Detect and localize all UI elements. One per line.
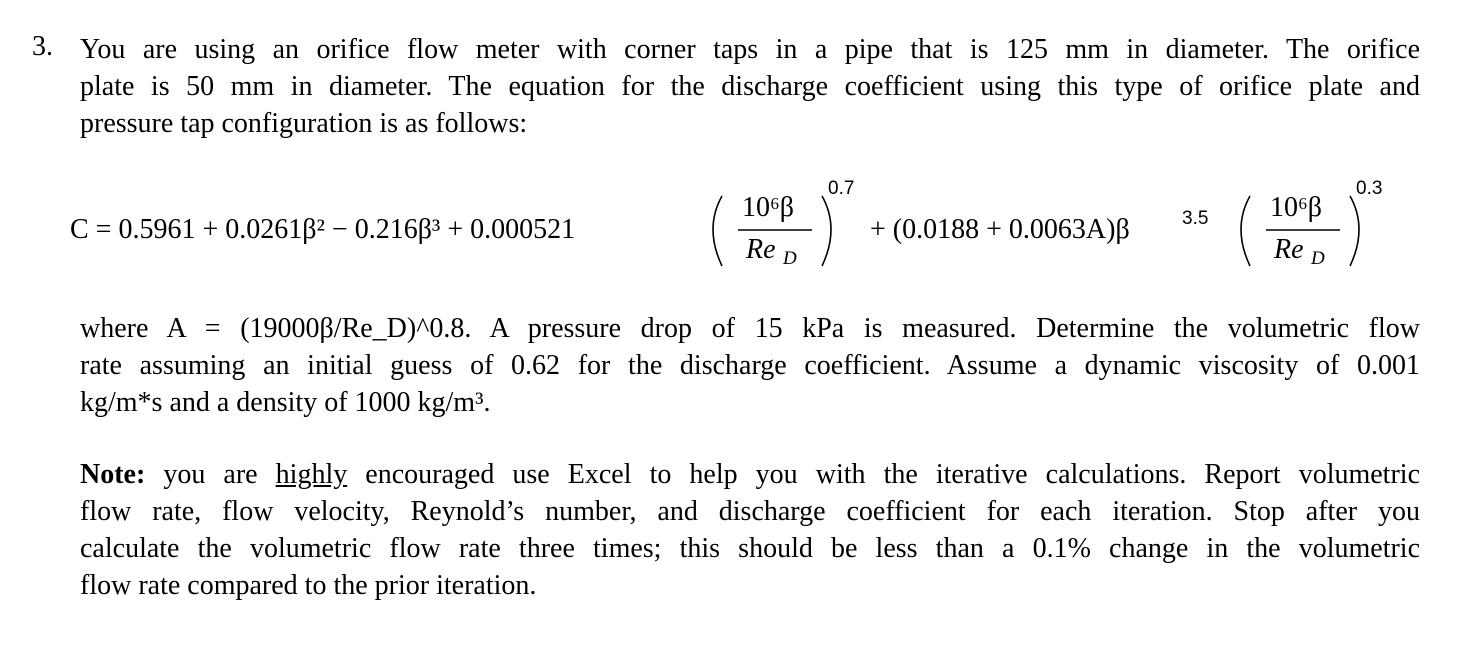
fraction-numerator: 10⁶β [1270,192,1323,223]
fraction-denominator-sub: D [783,248,797,269]
where-paragraph [80,310,1420,421]
equation-middle: + (0.0188 + 0.0063A)β [870,214,1130,245]
intro-paragraph [80,31,1420,142]
where-line: kg/m*s and a density of 1000 kg/m³. [80,387,491,418]
note-line: flow rate, flow velocity, Reynold’s number, and discharge coefficient for each iteration. Stop after you [80,496,1420,527]
note-text: you are [145,459,276,490]
discharge-coefficient-equation [70,178,1400,276]
fraction-denominator: Re [746,234,776,265]
right-paren [822,196,831,266]
intro-line: You are using an orifice flow meter with corner taps in a pipe that is 125 mm in diameter. The orifice [80,34,1420,65]
left-paren [713,196,722,266]
fraction-denominator-sub: D [1311,248,1325,269]
note-paragraph [80,456,1420,604]
exponent-0-7: 0.7 [828,178,855,199]
exponent-0-3: 0.3 [1356,178,1383,199]
left-paren [1241,196,1250,266]
intro-line: pressure tap configuration is as follows: [80,108,528,139]
problem-number: 3. [32,31,53,62]
note-line: flow rate compared to the prior iteration. [80,570,537,601]
exponent-3-5: 3.5 [1182,208,1209,229]
equation-graphic [70,178,1400,276]
note-line [80,456,1420,493]
note-line: calculate the volumetric flow rate three times; this should be less than a 0.1% change in the volumetric [80,533,1420,564]
intro-line: plate is 50 mm in diameter. The equation for the discharge coefficient using this type of orifice plate and [80,71,1420,102]
where-line: where A = (19000β/Re_D)^0.8. A pressure drop of 15 kPa is measured. Determine the volumetric flow [80,313,1420,344]
equation-lhs: C = 0.5961 + 0.0261β² − 0.216β³ + 0.000521 [70,214,576,245]
underlined-word: highly [275,459,348,490]
right-paren [1350,196,1359,266]
fraction-denominator: Re [1274,234,1304,265]
fraction-numerator: 10⁶β [742,192,795,223]
note-label: Note: [80,459,146,490]
note-text: encouraged use Excel to help you with the iterative calculations. Report volumetric [347,459,1420,490]
where-line: rate assuming an initial guess of 0.62 for the discharge coefficient. Assume a dynamic viscosity of 0.001 [80,350,1420,381]
